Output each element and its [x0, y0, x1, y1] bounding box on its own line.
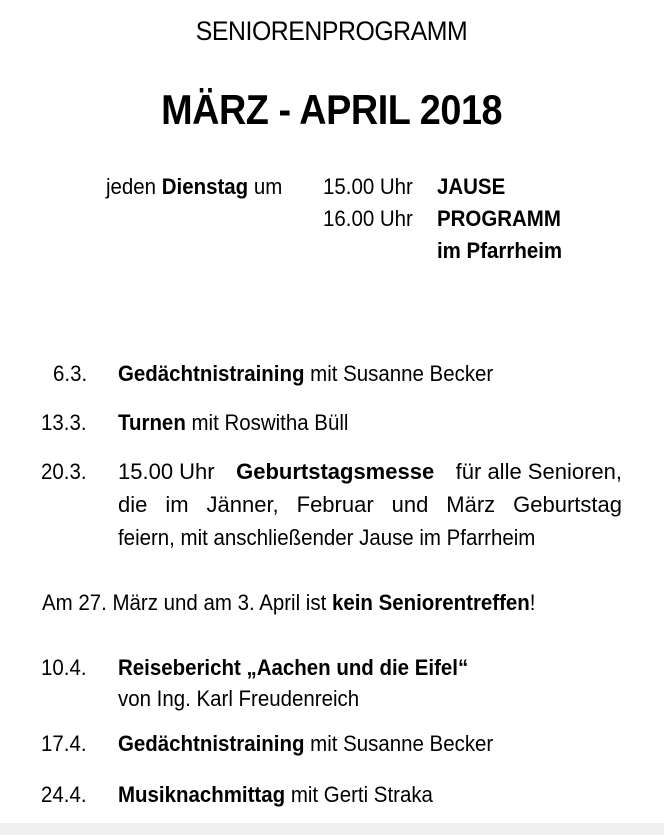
event-mass-line-3: feiern, mit anschließender Jause im Pfarrheim	[118, 525, 536, 550]
schedule-day-name: Dienstag	[161, 174, 249, 199]
event-entry	[118, 731, 521, 757]
program-period: MÄRZ - APRIL 2018	[161, 86, 503, 133]
event-entry	[118, 361, 521, 387]
event-speaker: von Ing. Karl Freudenreich	[118, 686, 360, 711]
viewer-bottom-strip	[0, 823, 664, 835]
schedule-time-1: 15.00 Uhr	[323, 174, 413, 199]
schedule-at: um	[253, 174, 283, 199]
notice-no-meeting: Am 27. März und am 3. April ist kein Seniorentreffen!	[42, 590, 536, 615]
schedule-label-2: PROGRAMM	[437, 206, 561, 231]
event-title: Gedächtnistraining	[118, 361, 305, 386]
schedule-day	[106, 174, 296, 200]
event-host: mit Susanne Becker	[310, 731, 494, 756]
schedule-label-1: JAUSE	[437, 174, 506, 199]
event-host: mit Susanne Becker	[310, 361, 494, 386]
event-title: Geburtstagsmesse	[236, 459, 435, 484]
event-date: 10.4.	[41, 655, 87, 680]
event-title: Reisebericht „Aachen und die Eifel“	[118, 655, 469, 680]
event-date: 6.3.	[53, 361, 88, 386]
event-date: 17.4.	[41, 731, 87, 756]
event-title: Musiknachmittag	[118, 782, 286, 807]
event-title: Turnen	[118, 410, 186, 435]
schedule-location: im Pfarrheim	[437, 238, 563, 263]
event-date: 13.3.	[41, 410, 87, 435]
event-host: mit Roswitha Büll	[191, 410, 349, 435]
event-date: 24.4.	[41, 782, 87, 807]
event-mass-line-2: die im Jänner, Februar und März Geburtstag	[118, 492, 622, 517]
event-host: mit Gerti Straka	[290, 782, 433, 807]
event-title: Gedächtnistraining	[118, 731, 305, 756]
event-entry	[118, 410, 366, 436]
program-title: SENIORENPROGRAMM	[195, 16, 468, 46]
event-mass-line-1: 15.00 Uhr Geburtstagsmesse für alle Senioren,	[118, 455, 622, 488]
schedule-time-2: 16.00 Uhr	[323, 206, 413, 231]
event-mass-description	[118, 455, 622, 554]
event-date: 20.3.	[41, 459, 87, 484]
event-entry	[118, 782, 457, 808]
event-entry	[118, 655, 495, 681]
schedule-prefix: jeden	[106, 174, 157, 199]
